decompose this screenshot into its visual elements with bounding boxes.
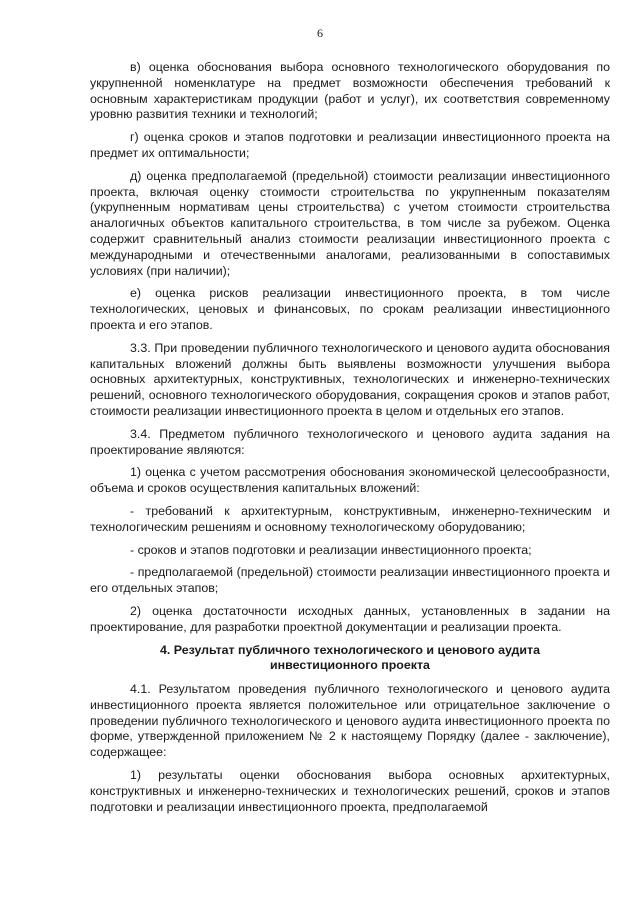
paragraph-v: в) оценка обоснования выбора основного технологического оборудования по укрупненной номенклатуре на предмет возможности обеспечения требований к основным характеристикам продукции (работ и услуг), их соответствия современному уровню развития техники и технологий; xyxy=(90,60,610,122)
section-heading: 4. Результат публичного технологического и ценового аудита инвестиционного проекта xyxy=(159,642,540,673)
paragraph-dash-terms: - сроков и этапов подготовки и реализации инвестиционного проекта; xyxy=(130,542,532,557)
paragraph-dash-cost: - предполагаемой (предельной) стоимости реализации инвестиционного проекта и его отдельных этапов; xyxy=(90,565,610,596)
paragraph-4-1: 4.1. Результатом проведения публичного технологического и ценового аудита инвестиционного проекта является положительное или отрицательное заключение о проведении публичного технологического и ценового аудита инвестиционного проекта по форме, утвержденной приложением № 2 к настоящему Порядку (далее - заключение), содержащее: xyxy=(90,682,610,760)
paragraph-dash-requirements: - требований к архитектурным, конструктивным, инженерно-техническим и технологическим решениям и основному технологическому оборудованию; xyxy=(90,503,610,534)
paragraph-d: д) оценка предполагаемой (предельной) стоимости реализации инвестиционного проекта, включая оценку стоимости строительства по укрупненным показателям (укрупненным нормативам цены строительства) с учетом стоимости строительства аналогичных объектов капитального строительства, в том числе за рубежом. Оценка содержит сравнительный анализ стоимости реализации инвестиционного проекта с международными и отечественными аналогами, реализованными в сопоставимых условиях (при наличии); xyxy=(90,168,610,278)
paragraph-4-1-item-1: 1) результаты оценки обоснования выбора основных архитектурных, конструктивных и инженерно-технических и технологических решений, сроков и этапов подготовки и реализации инвестиционного проекта, предполагаемой xyxy=(90,768,610,814)
paragraph-e: е) оценка рисков реализации инвестиционного проекта, в том числе технологических, ценовых и финансовых, по срокам реализации инвестиционного проекта и его этапов. xyxy=(90,286,610,332)
paragraph-g: г) оценка сроков и этапов подготовки и реализации инвестиционного проекта на предмет их оптимальности; xyxy=(90,130,610,160)
document-body xyxy=(90,60,610,822)
paragraph-3-4-item-1: 1) оценка с учетом рассмотрения обоснования экономической целесообразности, объема и сроков осуществления капитальных вложений: xyxy=(90,465,610,496)
page-number: 6 xyxy=(317,26,323,40)
paragraph-3-3: 3.3. При проведении публичного технологического и ценового аудита обоснования капитальных вложений должны быть выявлены возможности улучшения выбора основных архитектурных, конструктивных, технологических и инженерно-технических решений, основного технологического оборудования, сокращения сроков и этапов работ, стоимости реализации инвестиционного проекта в целом и отдельных его этапов. xyxy=(90,340,610,418)
paragraph-3-4-item-2: 2) оценка достаточности исходных данных, установленных в задании на проектирование, для разработки проектной документации и реализации проекта. xyxy=(90,603,610,634)
paragraph-3-4: 3.4. Предметом публичного технологического и ценового аудита задания на проектирование являются: xyxy=(90,426,610,457)
